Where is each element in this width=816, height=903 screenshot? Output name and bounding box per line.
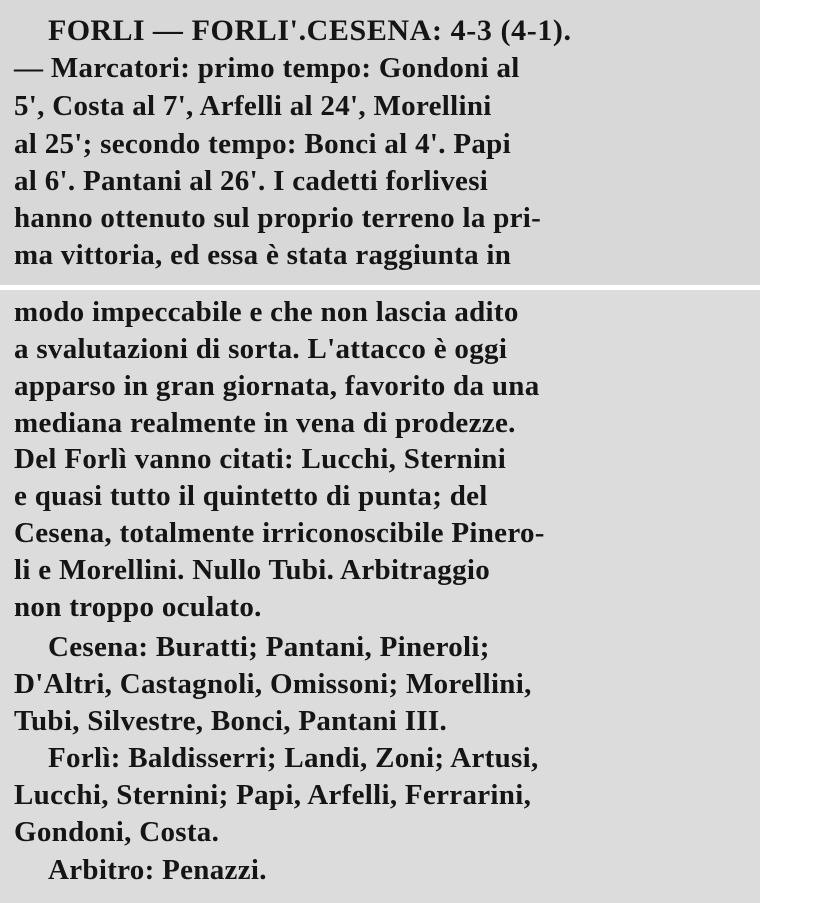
article-line: apparso in gran giornata, favorito da una [14,370,540,402]
article-line: Del Forlì vanno citati: Lucchi, Sternini [14,443,507,475]
referee-line: Arbitro: Penazzi. [48,854,267,886]
article-line: e quasi tutto il quintetto di punta; del [14,480,488,512]
article-line: hanno ottenuto sul proprio terreno la pri- [14,202,542,234]
article-column-top [0,0,760,285]
page-margin [760,0,816,903]
article-line: mediana realmente in vena di prodezze. [14,407,516,439]
article-line: al 25'; secondo tempo: Bonci al 4'. Papi [14,128,511,160]
headline-match: — FORLI'.CESENA: 4-3 (4-1). [152,14,572,47]
article-line: al 6'. Pantani al 26'. I cadetti forlivesi [14,165,489,197]
article-line: modo impeccabile e che non lascia adito [14,296,519,328]
forli-lineup-line: Gondoni, Costa. [14,816,220,848]
article-headline [48,14,572,48]
forli-lineup-line: Forlì: Baldisserri; Landi, Zoni; Artusi, [48,742,539,774]
cesena-lineup-line: Tubi, Silvestre, Bonci, Pantani III. [14,705,448,737]
article-line: non troppo oculato. [14,591,262,623]
cesena-lineup-line: D'Altri, Castagnoli, Omissoni; Morellini, [14,668,532,700]
article-line: — Marcatori: primo tempo: Gondoni al [14,52,520,84]
cesena-lineup-line: Cesena: Buratti; Pantani, Pineroli; [48,631,490,663]
article-line: Cesena, totalmente irriconoscibile Pinero- [14,517,545,549]
article-line: 5', Costa al 7', Arfelli al 24', Morellini [14,90,492,122]
article-line: a svalutazioni di sorta. L'attacco è oggi [14,333,508,365]
article-line: ma vittoria, ed essa è stata raggiunta in [14,239,512,271]
article-column-bottom [0,290,760,903]
headline-city: FORLI [48,14,146,47]
forli-lineup-line: Lucchi, Sternini; Papi, Arfelli, Ferrarini, [14,779,532,811]
article-line: li e Morellini. Nullo Tubi. Arbitraggio [14,554,491,586]
